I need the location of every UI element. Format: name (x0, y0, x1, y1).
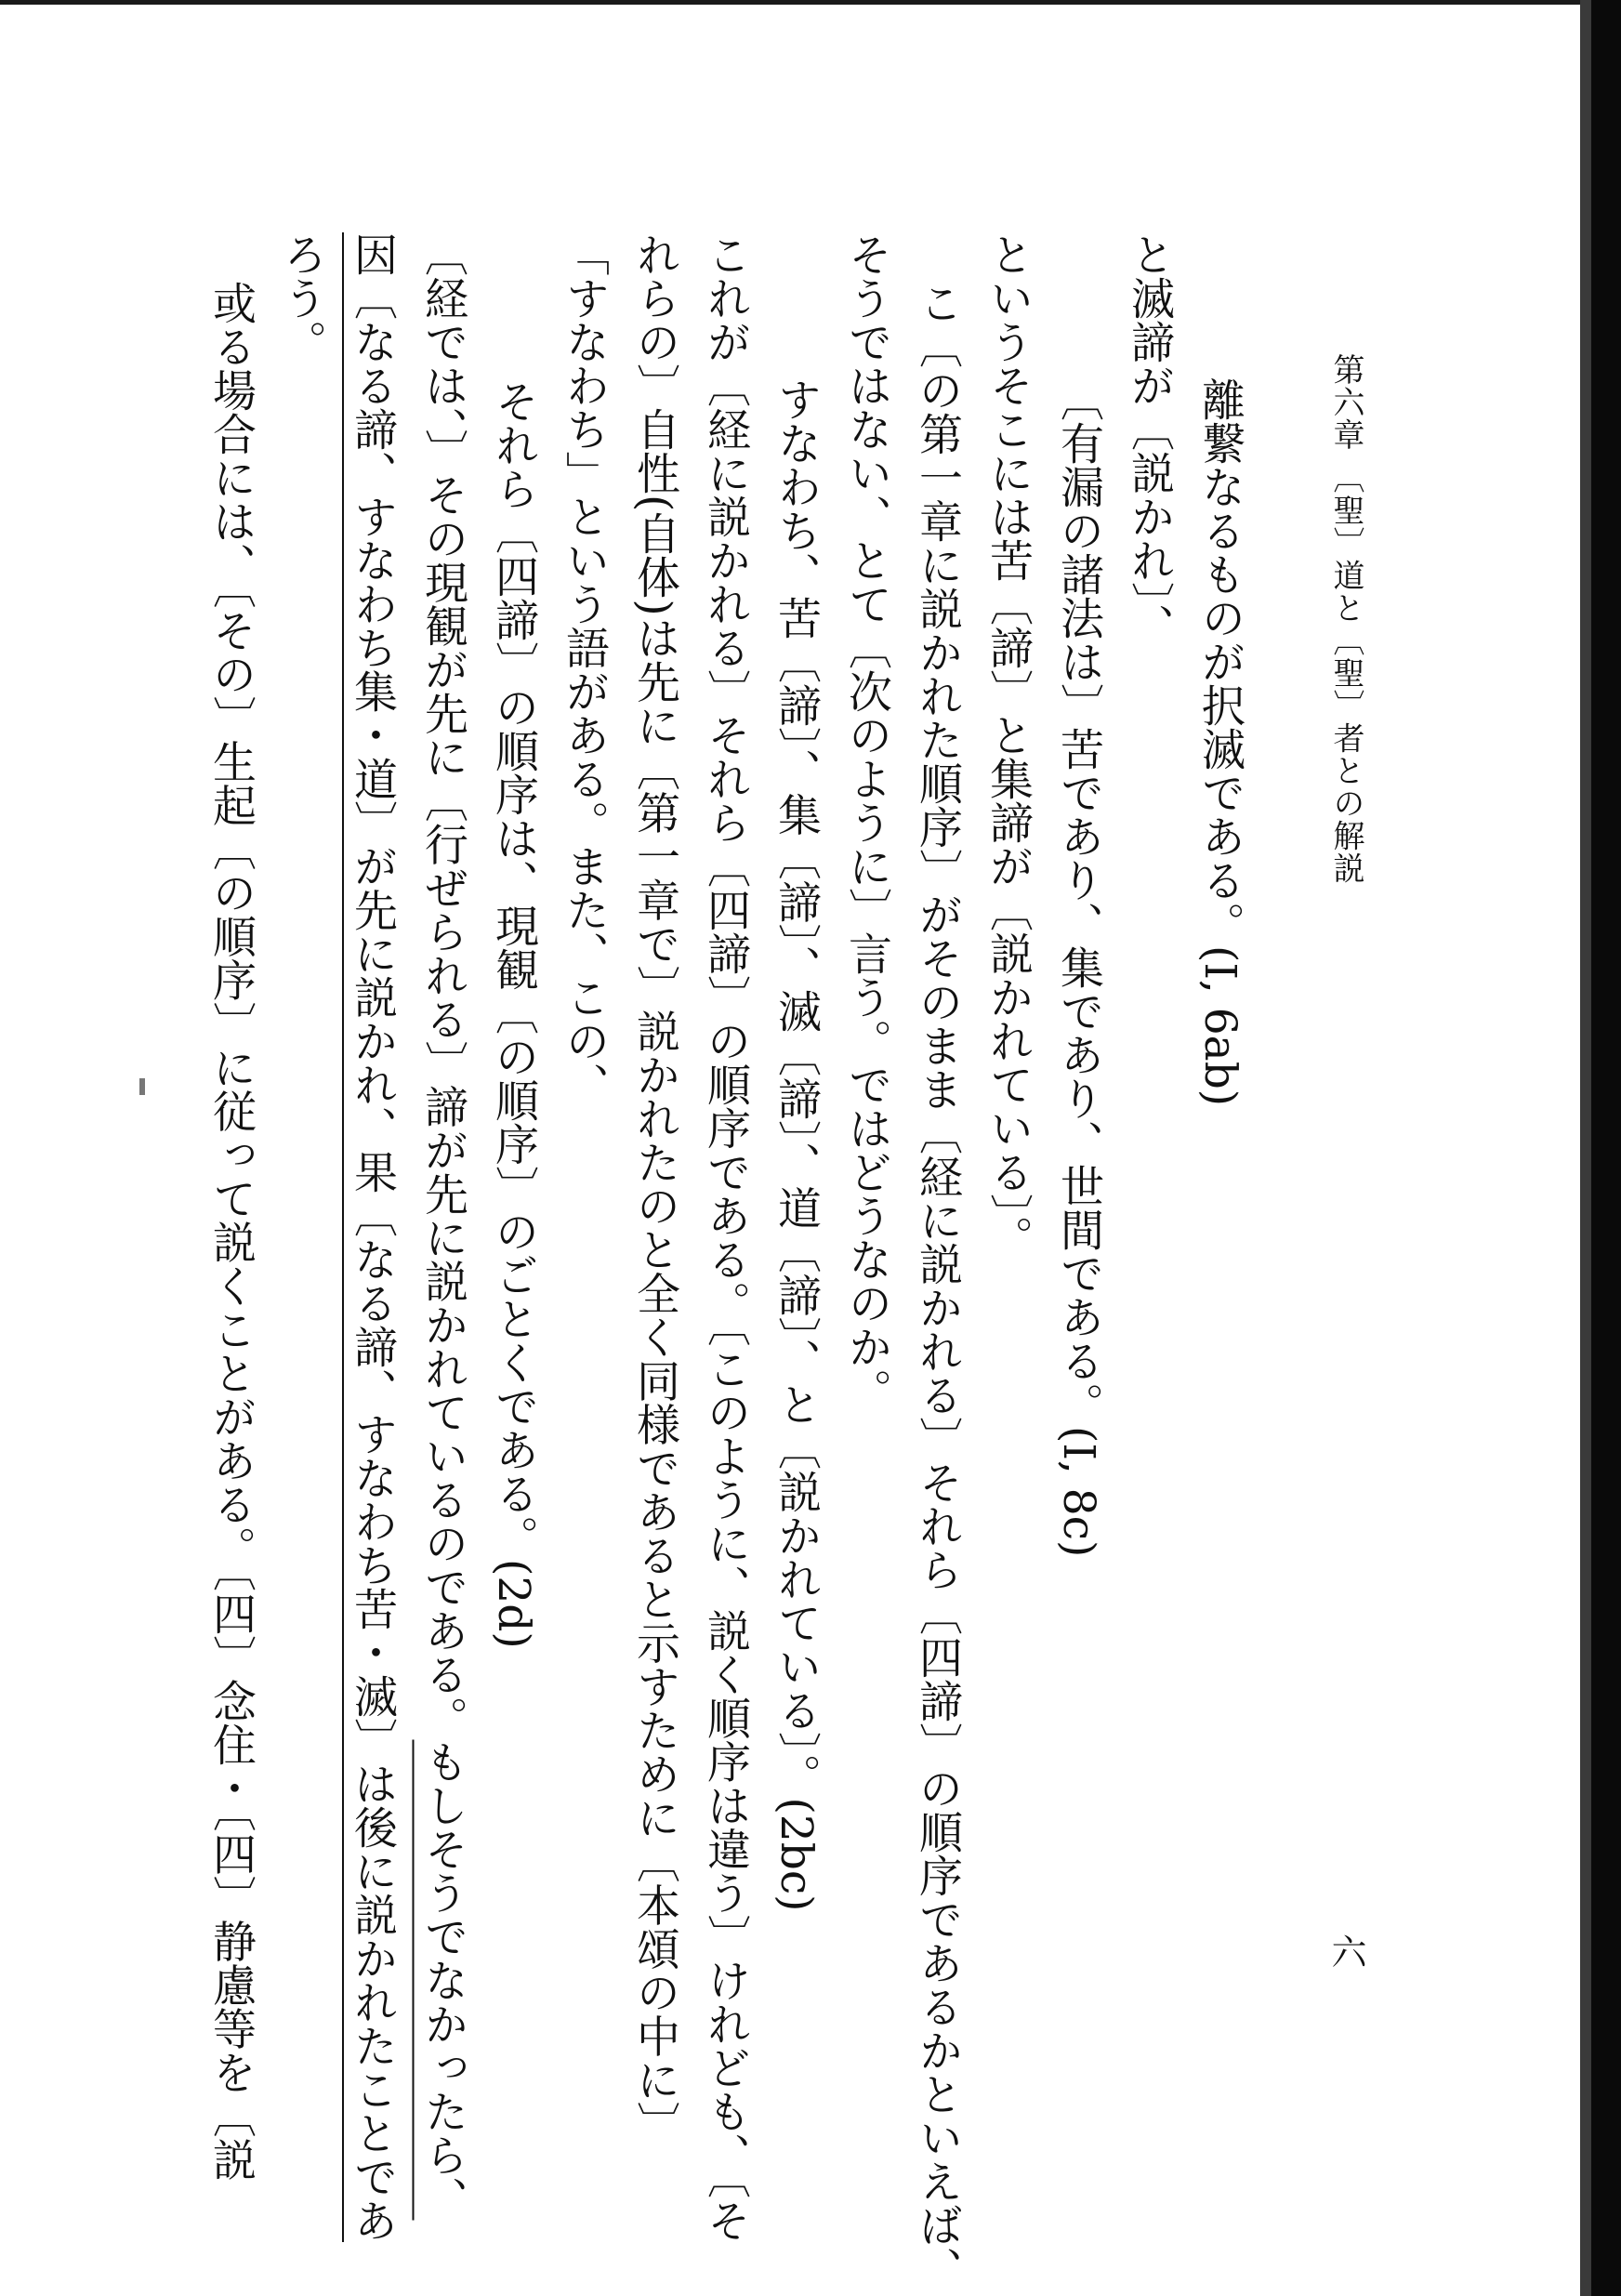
page-number: 六 (1325, 1933, 1366, 1969)
text-line-5: こ〔の第一章に説かれた順序〕がそのまま〔経に説かれる〕それら〔四諦〕の順序であるかといえば、 (912, 281, 963, 2290)
text-line-6: そうではない、とて〔次のように〕言う。ではどうなのか。 (841, 232, 892, 1412)
text-line-12-main: 〔経では、〕その現観が先に〔行ぜられる〕諦が先に説かれているのである。 (417, 232, 468, 1740)
running-head: 第六章 〔聖〕道と〔聖〕者との解説 (1327, 353, 1364, 885)
text-line-14: ろう。 (276, 232, 327, 363)
text-line-12-underlined-tail: もしそうでなかったら、 (417, 1739, 468, 2221)
text-line-8: これが〔経に説かれる〕それら〔四諦〕の順序である。〔このように、説く順序は違う〕けれども、〔そ (700, 232, 751, 2242)
verse-line-7: すなわち、苦〔諦〕、集〔諦〕、滅〔諦〕、道〔諦〕、と〔説かれている〕。(2bc) (771, 377, 822, 1912)
text-line-12 (407, 232, 478, 2221)
text-line-10: 「すなわち」という語がある。また、この、 (559, 232, 610, 1106)
text-line-4: というそこには苦〔諦〕と集諦が〔説かれている〕。 (982, 232, 1034, 1260)
text-line-13: 因〔なる諦、すなわち集・道〕が先に説かれ、果〔なる諦、すなわち苦・滅〕は後に説かれたことであ (347, 232, 398, 2242)
text-line-15: 或る場合には、〔その〕生起〔の順序〕に従って説くことがある。〔四〕念住・〔四〕静慮等を〔説 (205, 281, 257, 2182)
verse-line-11: それら〔四諦〕の順序は、現観〔の順序〕のごとくである。(2d) (488, 379, 539, 1649)
verse-line-1: 離繋なるものが択滅である。(I, 6ab) (1194, 377, 1245, 1107)
scan-top-edge (0, 0, 1621, 5)
margin-tick-mark (139, 1078, 145, 1095)
scan-binding-shadow (1580, 0, 1591, 2296)
vertical-body-text (195, 232, 1255, 2290)
scan-right-edge (1591, 0, 1621, 2296)
text-line-2: と滅諦が〔説かれ〕、 (1124, 232, 1175, 648)
verse-line-3: 〔有漏の諸法は〕苦であり、集であり、世間である。(I, 8c) (1053, 377, 1104, 1558)
text-line-9: れらの〕自性(自体)は先に〔第一章で〕説かれたのと全く同様であると示すために〔本頌の中に〕 (629, 232, 680, 2145)
